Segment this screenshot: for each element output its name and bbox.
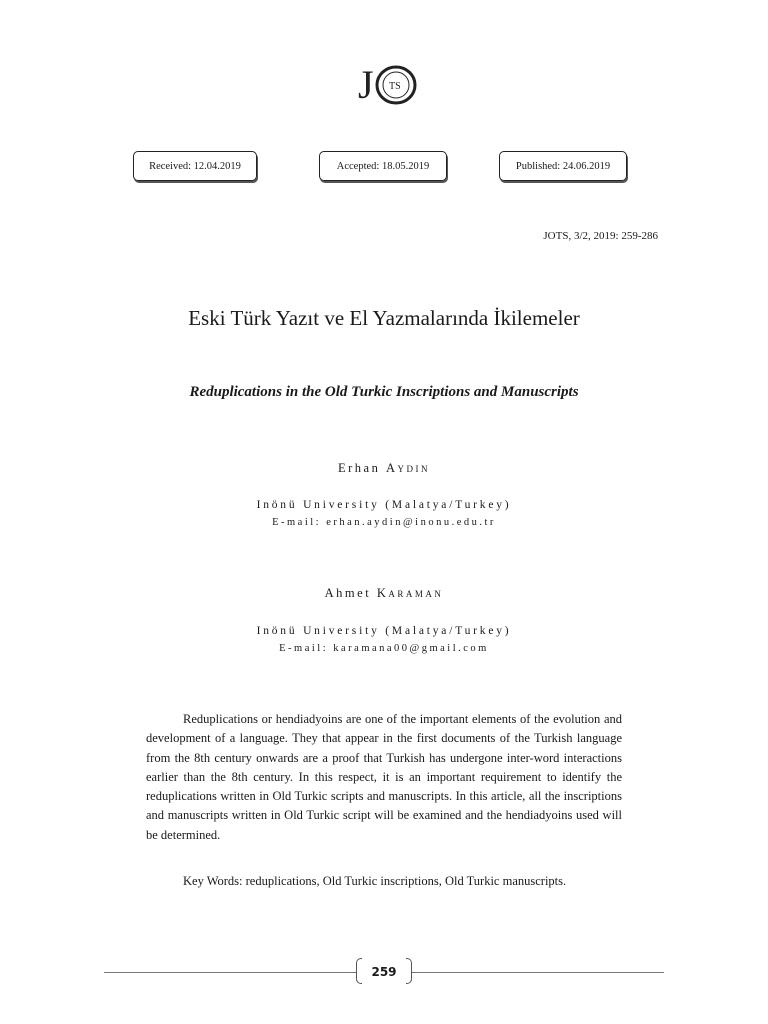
author-affiliation: Inönü University (Malatya/Turkey) (256, 499, 512, 511)
page-number: 259 (371, 965, 397, 979)
keywords-text: Key Words: reduplications, Old Turkic inscriptions, Old Turkic manuscripts. (183, 874, 567, 888)
paper-title: Eski Türk Yazıt ve El Yazmalarında İkilemeler (188, 306, 580, 330)
author-name (0, 461, 768, 476)
author-last-name: Aydın (385, 461, 430, 475)
author-email[interactable]: E-mail: karamana00@gmail.com (279, 643, 489, 654)
author-name (0, 586, 768, 601)
author-affiliation: Inönü University (Malatya/Turkey) (256, 625, 512, 637)
author-first-name: Ahmet (324, 586, 372, 600)
paper-subtitle: Reduplications in the Old Turkic Inscriptions and Manuscripts (189, 384, 579, 400)
logo-letter-j: J (358, 62, 374, 107)
accepted-date: Accepted: 18.05.2019 (336, 160, 430, 172)
author-last-name: Karaman (376, 586, 444, 600)
footer-divider-right (412, 972, 664, 973)
footer-divider-left (104, 972, 356, 973)
received-date-badge (133, 151, 257, 181)
logo-letters-ts: TS (389, 81, 401, 92)
published-date-badge (499, 151, 627, 181)
journal-logo (352, 58, 422, 108)
author-email[interactable]: E-mail: erhan.aydin@inonu.edu.tr (272, 517, 496, 528)
accepted-date-badge (319, 151, 447, 181)
author-first-name: Erhan (337, 461, 381, 475)
abstract-text: Reduplications or hendiadyoins are one of the important elements of the evolution and development of a language. They that appear in the first documents of the Turkish language from the 8th century onwards are a proof that Turkish has undergone inter-word interactions earlier than the 8th century. In this respect, it is an important requirement to identify the reduplications written in Old Turkic scripts and manuscripts. In this article, all the inscriptions and manuscripts written in Old Turkic script will be examined and the hendiadyoins used will be determined. (146, 712, 622, 842)
journal-citation: JOTS, 3/2, 2019: 259-286 (543, 230, 658, 242)
published-date: Published: 24.06.2019 (515, 160, 611, 172)
received-date: Received: 12.04.2019 (149, 160, 241, 172)
